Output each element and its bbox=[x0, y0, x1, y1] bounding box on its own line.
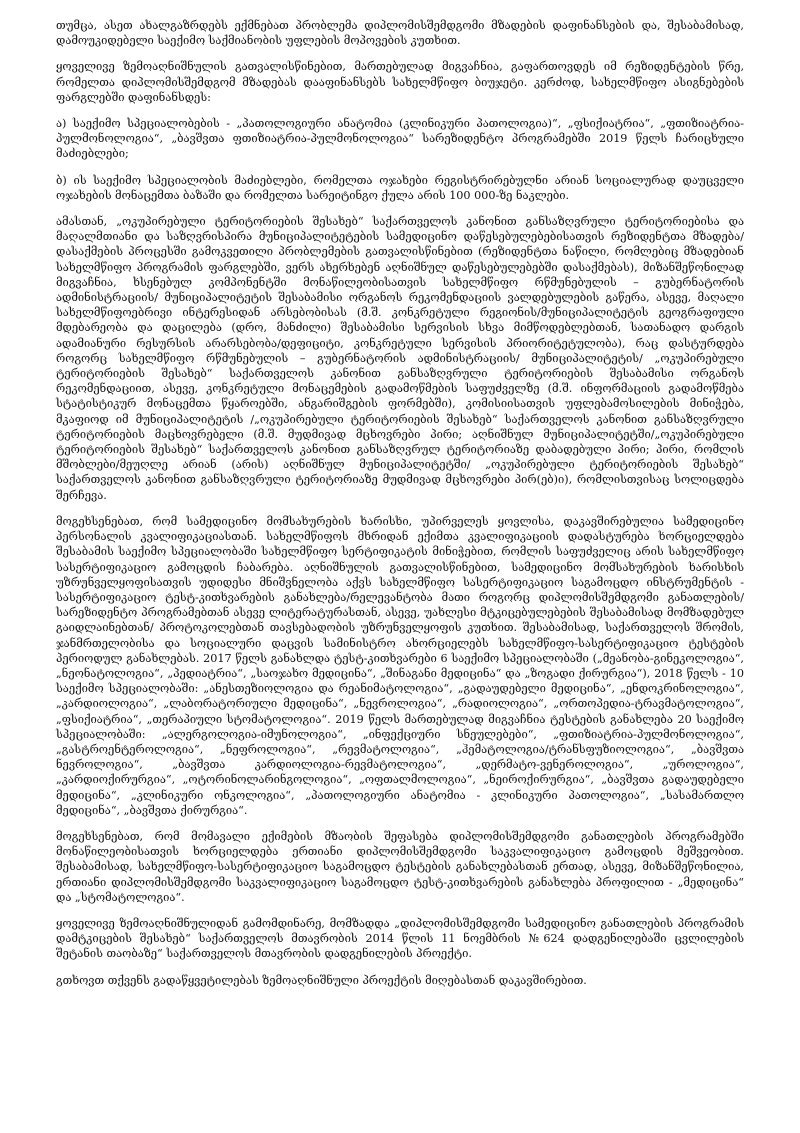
paragraph-qualification-exam: მოგეხსენებათ, რომ მომავალი ექიმების მზაობის შეფასება დიპლომისშემდგომი განათლების პროგრამებში მონაწილეობისათვის ხორციელდება ერთიანი დიპლომისშემდგომი საკვალიფიკაციო გამოცდის მეშვეობით. შესაბამისად, სახელმწიფო-სასერტიფიკაციო საგამოცდო ტესტების განახლებასთან ერთად, ასევე, მიზანშეწონილია, ერთიანი დიპლომისშემდგომი საკვალიფიკაციო საგამოცდო ტესტ-კითხვარების განახლება პროფილით - „მედიცინა“ და „სტომატოლოგია“. bbox=[56, 829, 744, 904]
paragraph-draft-resolution: ყოველივე ზემოაღნიშნულიდან გამომდინარე, მომზადდა „დიპლომისშემდგომი სამედიცინო განათლების პროგრამის დამტკიცების შესახებ“ საქართველოს მთავრობის 2014 წლის 11 ნოემბრის №624 დადგენილებაში ცვლილების შეტანის თაობაზე“ საქართველოს მთავრობის დადგენილების პროექტი. bbox=[56, 916, 744, 961]
paragraph-summary: ყოველივე ზემოაღნიშნულის გათვალისწინებით, მართებულად მიგვაჩნია, გაფართოვდეს იმ რეზიდენტების წრე, რომელთა დიპლომისშემდგომ მზადებას დააფინანსებს სახელმწიფო ბიუჯეტი. კერძოდ, სახელმწიფო ასიგნებების ფარგლებში დაფინანსდეს: bbox=[56, 60, 744, 104]
paragraph-certification-tests: მოგეხსენებათ, რომ სამედიცინო მომსახურების ხარისხი, უპირველეს ყოვლისა, დაკავშირებულია სამედიცინო პერსონალის კვალიფიკაციასთან. სახელმწიფოს მხრიდან ექიმთა კვალიფიკაციის დადასტურება ხორციელდება შესაბამის საექიმო სპეციალობაში სახელმწიფო სერტიფიკატის მინიჭებით, რომლის საფუძველიც არის სახელმწიფო სასერტიფიკაციო გამოცდის ჩაბარება. აღნიშნულის გათვალისწინებით, სამედიცინო მომსახურების ხარისხის უზრუნველყოფისათვის უდიდესი მნიშვნელობა აქვს სახელმწიფო სასერტიფიკაციო საგამოცდო ინსტრუმენტის - სასერტიფიკაციო ტესტ-კითხვარების განახლება/რელევანტობა მათი როგორც დიპლომისშემდგომი განათლების/სარეზიდენტო პროგრამებთან ასევე ლიტერატურასთან, ასევე, უახლესი მტკიცებულებების შესაბამისად მომზადებულ გაიდლაინებთან/ პროტოკოლებთან თავსებადობის უზრუნველყოფის კუთხით. შესაბამისად, საქართველოს შრომის, ჯანმრთელობისა და სოციალური დაცვის სამინისტრო ახორციელებს სახელმწიფო-სასერტიფიკაციო ტესტების პერიოდულ განახლებას. 2017 წელს განახლდა ტესტ-კითხვარები 6 საექიმო სპეციალობაში („მეანობა-გინეკოლოგია“, „ნეონატოლოგია“, „პედიატრია“, „საოჯახო მედიცინა“, „შინაგანი მედიცინა“ და „ზოგადი ქირურგია“), 2018 წელს - 10 საექიმო სპეციალობაში: „ანესთეზიოლოგია და რეანიმატოლოგია“, „გადაუდებელი მედიცინა“, „ენდოკრინოლოგია“, „კარდიოლოგია“, „ლაბორატორიული მედიცინა“, „ნევროლოგია“, „რადიოლოგია“, „ორთოპედია-ტრავმატოლოგია“, „ფსიქიატრია“, „თერაპიული სტომატოლოგია“. 2019 წელს მართებულად მიგვაჩნია ტესტების განახლება 20 საექიმო სპეციალობაში: „ალერგოლოგია-იმუნოლოგია“, „ინფექციური სნეულებები“, „ფთიზიატრია-პულმონოლოგია“, „გასტროენტეროლოგია“, „ნეფროლოგია“, „რევმატოლოგია“, „ჰემატოლოგია/ტრანსფუზიოლოგია“, „ბავშვთა ნევროლოგია“, „ბავშვთა კარდიოლოგია-რევმატოლოგია“, „დერმატო-ვენეროლოგია“, „უროლოგია“, „კარდიოქირურგია“, „ოტორინოლარინგოლოგია“, „ოფთალმოლოგია“, „ნეიროქირურგია“, „ბავშვთა გადაუდებელი მედიცინა“, „კლინიკური ონკოლოგია“, „პათოლოგიური ანატომია - კლინიკური პათოლოგია“, „სასამართლო მედიცინა“, „ბავშვთა ქირურგია“. bbox=[56, 514, 744, 817]
paragraph-occupied-territories: ამასთან, „ოკუპირებული ტერიტორიების შესახებ“ საქართველოს კანონით განსაზღვრული ტერიტორიებისა და მაღალმთიანი და საზღვრისპირა მუნიციპალიტეტების სამედიცინო დაწესებულებებისათვის რეზიდენტთა მზადება/დასაქმების პროცესში გამოკვეთილი პრობლემების გათვალისწინებით (რეზიდენტთა ნაწილი, რომლებიც მზადებიან სახელმწიფო პროგრამის ფარგლებში, ვერს ახერხებენ აღნიშნულ დაწესებულებებში დასაქმებას), მიზანშეწონილად მიგვაჩნია, ხსენებულ კომპონენტში მონაწილეობისათვის სახელმწიფო რწმუნებულის – გუბერნატორის ადმინისტრაციის/ მუნიციპალიტეტის შესაბამისი ორგანოს რეკომენდაციის ვალდებულების გაწერა, ასევე, მაღალი სახელმწიფოებრივი ინტერესიდან არსებობისას (მ.შ. კონკრეტული რეგიონის/მუნიციპალიტეტის გეოგრაფიული მდებარეობა და დაცილება (დრო, მანძილი) შესაბამისი სერვისის სხვა მიმწოდებლებთან, სათანადო დარგის ადამიანური რესურსის არარსებობა/დეფიციტი, კონკრეტული სერვისის პრიორიტეტულობა), რაც დასტურდება როგორც სახელმწიფო რწმუნებულის – გუბერნატორის ადმინისტრაციის/ მუნიციპალიტეტის/ „ოკუპირებული ტერიტორიების შესახებ“ საქართველოს კანონით განსაზღვრული ტერიტორიების შესაბამისი ორგანოს რეკომენდაციით, ასევე, კონკრეტული მონაცემების გადამოწმების საფუძველზე (მ.შ. ინფორმაციის გადამოწმება სტატისტიკურ მონაცემთა წყაროებში, ანგარიშგების ფორმებში), კომისიისათვის უფლებამოსილების მინიჭება, მკაფიოდ იმ მუნიციპალიტეტის /„ოკუპირებული ტერიტორიების შესახებ“ საქართველოს კანონით განსაზღვრული ტერიტორიების მაცხოვრებელი (მ.შ. მუდმივად მცხოვრები პირი; აღნიშნულ მუნიციპალიტეტში/„ოკუპირებული ტერიტორიების შესახებ“ საქართველოს კანონით განსაზღვრულ ტერიტორიაზე დაბადებული პირი; პირი, რომლის მშობლები/მეუღლე არიან (არის) აღნიშნულ მუნიციპალიტეტში/ „ოკუპირებული ტერიტორიების შესახებ“ საქართველოს კანონით განსაზღვრული ტერიტორიაზე მუდმივად მცხოვრები პირ(ებ)ი), რომლისთვისაც სოლიცდება შერჩევა. bbox=[56, 215, 744, 502]
paragraph-item-b: ბ) ის საექიმო სპეციალობის მაძიებლები, რომელთა ოჯახები რეგისტრირებულნი არიან სოციალურად დაუცველი ოჯახების მონაცემთა ბაზაში და რომელთა სარეიტინგო ქულა არის 100 000-ზე ნაკლები. bbox=[56, 173, 744, 202]
paragraph-item-a: ა) საექიმო სპეციალობების - „პათოლოგიური ანატომია (კლინიკური პათოლოგია)“, „ფსიქიატრია“, „ფთიზიატრია-პულმონოლოგია“, „ბავშვთა ფთიზიატრია-პულმონოლოგია“ სარეზიდენტო პროგრამებში 2019 წელს ჩარიცხული მაძიებლები; bbox=[56, 117, 744, 161]
paragraph-request: გთხოვთ თქვენს გადაწყვეტილებას ზემოაღნიშნული პროექტის მიღებასთან დაკავშირებით. bbox=[56, 973, 587, 987]
paragraph-intro: თუმცა, ასეთ ახალგაზრდებს ექმნებათ პრობლემა დიპლომისშემდგომი მზადების დაფინანსების და, შესაბამისად, დამოუკიდებელი საექიმო საქმიანობის უფლების მოპოვების კუთხით. bbox=[56, 19, 744, 48]
